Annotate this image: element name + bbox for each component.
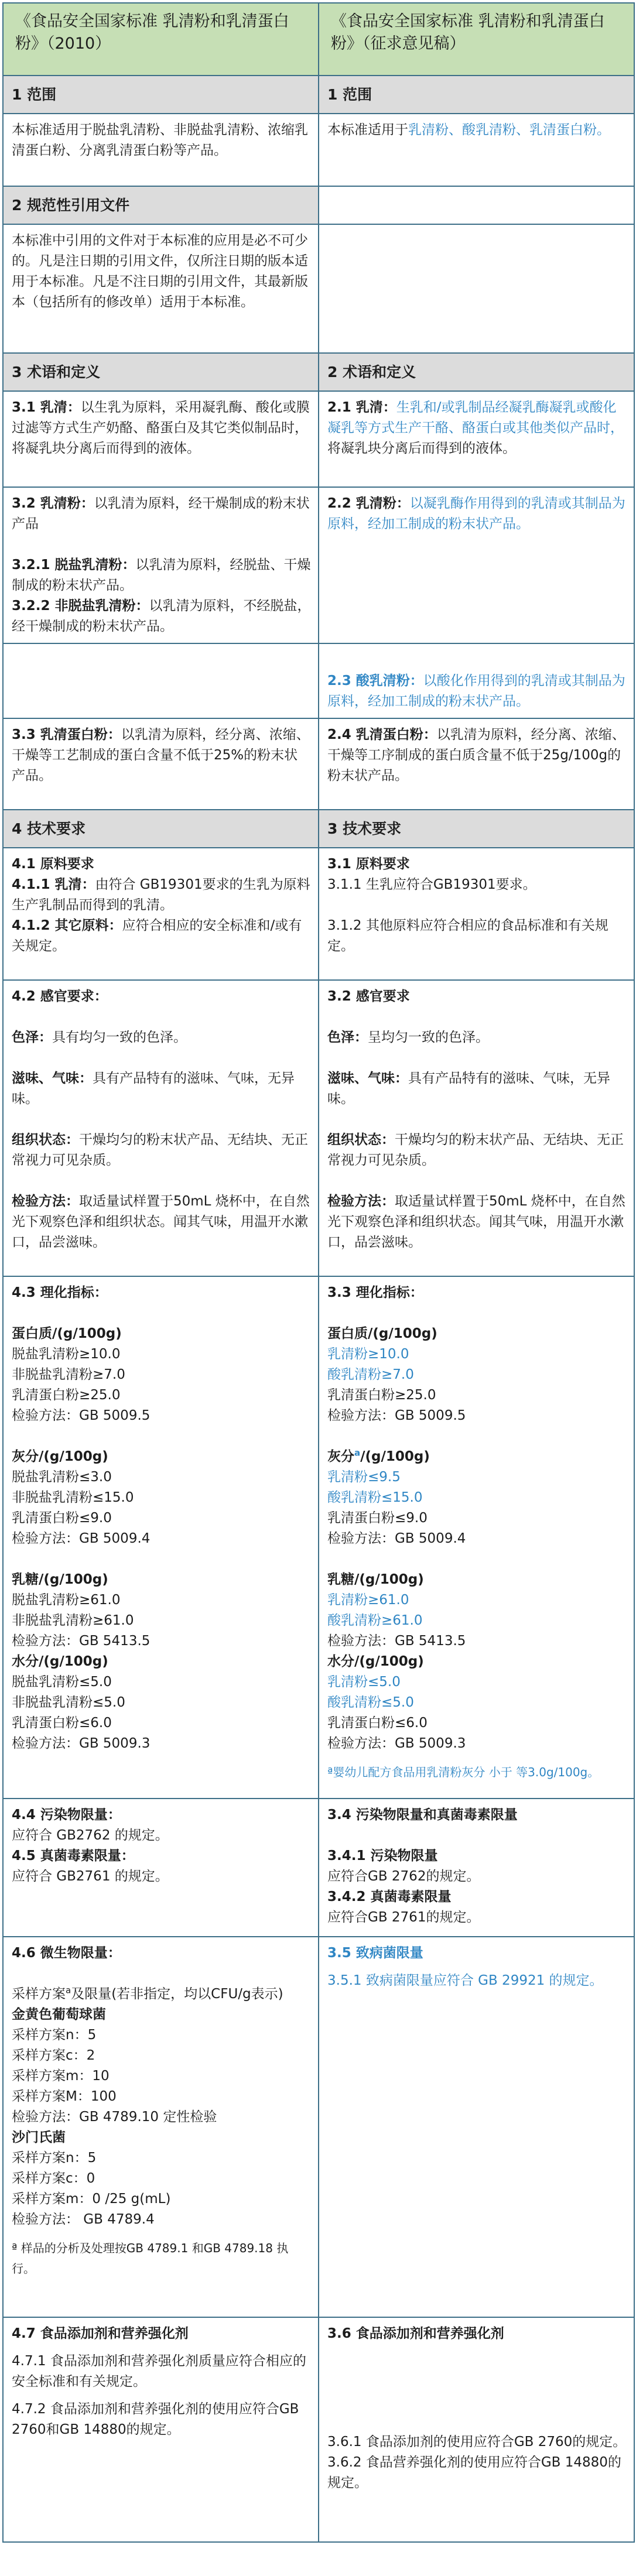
ash-item: 检验方法：GB 5009.4 [327,1531,466,1546]
spacer [12,1048,311,1068]
sensory-right [319,980,634,1276]
micro-right [319,1937,634,2317]
water-label: 水分/(g/100g) [327,1654,424,1669]
additive-361: 3.6.1 食品添加剂的使用应符合GB 2760的规定。 [327,2434,627,2450]
sampling-b: 及限量(若非指定，均以CFU/g表示) [71,1986,283,2002]
sensory-left-color [12,1027,311,1048]
spacer [327,1048,627,1068]
ash-label [327,1447,627,1467]
salm-item: 检验方法： GB 4789.4 [12,2212,155,2227]
method-text: 取适量试样置于50mL 烧杯中，在自然光下观察色泽和组织状态。闻其气味，用温开水漱口，品尝滋味。 [12,1194,310,1250]
ash-item: 乳清蛋白粉≤9.0 [327,1510,428,1526]
micro-left-title: 4.6 微生物限量： [12,1945,121,1961]
micro-row [3,1937,634,2317]
protein-item: 乳清蛋白粉≥25.0 [12,1388,121,1403]
ash-label-text: 灰分 [327,1449,354,1464]
protein-item: 检验方法：GB 5009.5 [12,1408,151,1423]
water-label: 水分/(g/100g) [12,1654,108,1669]
sensory-row [3,980,634,1276]
term-32-text: 以乳清为原料，经干燥制成的粉末状产品 [12,496,310,532]
contam-left-t1: 4.4 污染物限量： [12,1807,121,1823]
term-whey-right-num: 2.1 乳清： [327,400,396,415]
term-acidwhey-left-empty [3,643,319,718]
micro-footnote: ª 样品的分析及处理按GB 4789.1 和GB 4789.18 执行。 [12,2241,289,2276]
method-label: 检验方法： [327,1194,395,1209]
method-label: 检验方法： [12,1194,79,1209]
scope-right-blue: 乳清粉、酸乳清粉、乳清蛋白粉。 [408,122,610,138]
ash-footnote-mark: a [354,1447,361,1458]
staph-item: 采样方案c：2 [12,2048,95,2063]
terms-protein-row [3,718,634,810]
org-text: 干燥均匀的粉末状产品、无结块、无正常视力可见杂质。 [327,1132,624,1168]
term-whey-right-blue: 生乳和/或乳制品经凝乳酶凝乳或酸化凝乳等方式生产干酪、酪蛋白或其他类似产品时， [327,400,624,436]
tech-title-left: 4 技术要求 [3,810,319,848]
spacer [12,1303,311,1324]
additive-right [319,2317,634,2542]
terms-title-left: 3 术语和定义 [3,353,319,391]
tech-title-right: 3 技术要求 [319,810,634,848]
term-321-num: 3.2.1 脱盐乳清粉： [12,557,136,573]
tech-title-row [3,810,634,848]
color-label: 色泽： [12,1030,52,1045]
req-411-num: 4.1.1 乳清： [12,877,95,892]
spacer [327,1964,627,1971]
term-24-text: 以乳清为原料，经分离、浓缩、干燥等工序制成的蛋白质含量不低于25g/100g的粉末状产品。 [327,727,625,783]
contam-right-title: 3.4 污染物限量和真菌毒素限量 [327,1807,518,1823]
refs-text-right-empty [319,224,634,353]
term-protein-right [319,718,634,810]
req-311: 3.1.1 生乳应符合GB19301要求。 [327,877,536,892]
term-protein-left [3,718,319,810]
phys-left [3,1276,319,1799]
additive-472: 4.7.2 食品添加剂和营养强化剂的使用应符合GB 2760和GB 14880的规定。 [12,2402,299,2437]
sensory-right-color [327,1027,627,1048]
protein-item: 检验方法：GB 5009.5 [327,1408,466,1423]
spacer [12,1171,311,1191]
term-33-num: 3.3 乳清蛋白粉： [12,727,121,742]
spacer [12,1426,311,1447]
protein-item: 脱盐乳清粉≥10.0 [12,1347,121,1362]
protein-item: 酸乳清粉≥7.0 [327,1367,414,1382]
scope-right-prefix: 本标准适用于 [327,122,408,138]
spacer [12,2230,311,2238]
color-text: 呈均匀一致的色泽。 [368,1030,489,1045]
term-whey-right [319,391,634,487]
contam-left [3,1799,319,1937]
contam-left-x2: 应符合 GB2761 的规定。 [12,1869,169,1884]
raw-material-right [319,848,634,980]
refs-title-row [3,186,634,224]
water-item: 非脱盐乳清粉≤5.0 [12,1695,125,1710]
spacer [12,2344,311,2351]
sensory-right-org [327,1130,627,1171]
additive-362: 3.6.2 食品营养强化剂的使用应符合GB 14880的规定。 [327,2455,621,2491]
protein-label: 蛋白质/(g/100g) [12,1326,122,1341]
water-item: 乳清蛋白粉≤6.0 [12,1715,112,1731]
sampling-sup: a [66,1985,71,1996]
phys-left-title: 4.3 理化指标： [12,1285,108,1300]
terms-whey-row [3,391,634,487]
protein-item: 乳清粉≥10.0 [327,1347,409,1362]
water-item: 检验方法：GB 5009.3 [327,1736,466,1751]
sensory-right-method [327,1191,627,1253]
req-411-text: 由符合 GB19301要求的生乳为原料生产乳制品而得到的乳清。 [12,877,310,913]
raw-material-left [3,848,319,980]
taste-text: 具有产品特有的滋味、气味，无异味。 [327,1071,610,1107]
refs-title-right-empty [319,186,634,224]
refs-title-left: 2 规范性引用文件 [3,186,319,224]
term-22-num: 2.2 乳清粉： [327,496,410,511]
raw-material-row [3,848,634,980]
terms-acidwhey-row [3,643,634,718]
scope-body-row [3,114,634,186]
water-item: 酸乳清粉≤5.0 [327,1695,414,1710]
salm-item: 采样方案m：0 /25 g(mL) [12,2191,171,2207]
refs-text-left: 本标准中引用的文件对于本标准的应用是必不可少的。凡是注日期的引用文件，仅所注日期的版本适用于本标准。凡是不注日期的引用文件，其最新版本（包括所有的修改单）适用于本标准。 [3,224,319,353]
contam-right-t2: 3.4.2 真菌毒素限量 [327,1889,452,1904]
salm-label: 沙门氏菌 [12,2130,66,2145]
salm-item: 采样方案n：5 [12,2150,97,2166]
contam-row [3,1799,634,1937]
staph-label: 金黄色葡萄球菌 [12,2007,106,2022]
refs-body-row [3,224,634,353]
term-322-num: 3.2.2 非脱盐乳清粉： [12,598,149,614]
phys-right [319,1276,634,1799]
lactose-item: 检验方法：GB 5413.5 [327,1633,466,1649]
req-412-num: 4.1.2 其它原料： [12,918,122,933]
spacer [12,1549,311,1570]
term-23-blue: 以酸化作用得到的乳清或其制品为原料，经加工制成的粉末状产品。 [327,673,625,709]
header-left: 《食品安全国家标准 乳清粉和乳清蛋白粉》（2010） [3,3,319,76]
water-item: 乳清蛋白粉≤6.0 [327,1715,428,1731]
term-wheypowder-right [319,487,634,643]
method-text: 取适量试样置于50mL 烧杯中，在自然光下观察色泽和组织状态。闻其气味，用温开水漱口，品尝滋味。 [327,1194,625,1250]
scope-title-left: 1 范围 [3,76,319,114]
staph-item: 采样方案m：10 [12,2068,110,2084]
additive-right-title: 3.6 食品添加剂和营养强化剂 [327,2326,504,2341]
water-item: 乳清粉≤5.0 [327,1674,401,1690]
ash-item: 乳清粉≤9.5 [327,1469,401,1485]
req-412-text: 应符合相应的安全标准和/或有关规定。 [12,918,302,954]
contam-right-x1: 应符合GB 2762的规定。 [327,1869,480,1884]
micro-right-text: 3.5.1 致病菌限量应符合 GB 29921 的规定。 [327,1973,603,1988]
spacer [327,1171,627,1191]
protein-label: 蛋白质/(g/100g) [327,1326,437,1341]
color-label: 色泽： [327,1030,368,1045]
spacer [12,1964,311,1984]
term-33-text: 以乳清为原料，经分离、浓缩、干燥等工艺制成的蛋白含量不低于25%的粉末状产品。 [12,727,310,783]
spacer [12,1109,311,1130]
phys-row [3,1276,634,1799]
term-24-num: 2.4 乳清蛋白粉： [327,727,437,742]
staph-item: 检验方法：GB 4789.10 定性检验 [12,2109,217,2125]
protein-item: 非脱盐乳清粉≥7.0 [12,1367,125,1382]
term-whey-left-num: 3.1 乳清： [12,400,81,415]
header-row [3,3,634,76]
req-411 [12,875,311,916]
sensory-right-title: 3.2 感官要求 [327,989,410,1004]
term-whey-left [3,391,319,487]
sensory-left-org [12,1130,311,1171]
org-text: 干燥均匀的粉末状产品、无结块、无正常视力可见杂质。 [12,1132,308,1168]
sensory-left-title: 4.2 感官要求： [12,989,108,1004]
term-wheypowder-left [3,487,319,643]
term-32-num: 3.2 乳清粉： [12,496,94,511]
micro-left [3,1937,319,2317]
req-31: 3.1 原料要求 [327,857,410,872]
spacer [327,1109,627,1130]
staph-item: 采样方案M：100 [12,2089,117,2104]
lactose-item: 酸乳清粉≥61.0 [327,1613,423,1628]
sensory-right-taste [327,1068,627,1109]
ash-item: 乳清蛋白粉≤9.0 [12,1510,112,1526]
contam-right-x2: 应符合GB 2761的规定。 [327,1910,480,1925]
spacer [327,1754,627,1762]
term-321-text: 以乳清为原料，经脱盐、干燥制成的粉末状产品。 [12,557,311,593]
term-23-num: 2.3 酸乳清粉： [327,673,423,688]
spacer [327,1549,627,1570]
org-label: 组织状态： [12,1132,79,1147]
sampling-plan [12,1984,311,2005]
spacer [327,1303,627,1324]
lactose-item: 非脱盐乳清粉≥61.0 [12,1613,134,1628]
spacer [327,895,627,916]
spacer [327,1825,627,1846]
term-22-blue: 以凝乳酶作用得到的乳清或其制品为原料，经加工制成的粉末状产品。 [327,496,625,532]
ash-label: 灰分/(g/100g) [12,1449,108,1464]
ash-item: 非脱盐乳清粉≤15.0 [12,1490,134,1505]
contam-right-t1: 3.4.1 污染物限量 [327,1848,438,1864]
ash-item: 检验方法：GB 5009.4 [12,1531,151,1546]
comparison-table [2,2,635,2543]
sensory-left-taste [12,1068,311,1109]
term-whey-left-text: 以生乳为原料，采用凝乳酶、酸化或膜过滤等方式生产奶酪、酪蛋白及其它类似制品时，将凝乳块分离后而得到的液体。 [12,400,310,456]
taste-label: 滋味、气味： [12,1071,93,1086]
additive-471: 4.7.1 食品添加剂和营养强化剂质量应符合相应的安全标准和有关规定。 [12,2354,306,2389]
phys-right-title: 3.3 理化指标： [327,1285,423,1300]
spacer [327,2344,627,2432]
lactose-item: 乳清粉≥61.0 [327,1592,409,1608]
header-right: 《食品安全国家标准 乳清粉和乳清蛋白粉》（征求意见稿） [319,3,634,76]
micro-right-title: 3.5 致病菌限量 [327,1945,423,1961]
comparison-document [0,2,636,2576]
lactose-label: 乳糖/(g/100g) [327,1572,424,1587]
sensory-left [3,980,319,1276]
terms-title-right: 2 术语和定义 [319,353,634,391]
terms-title-row [3,353,634,391]
additive-left [3,2317,319,2542]
spacer [327,1007,627,1027]
org-label: 组织状态： [327,1132,395,1147]
scope-text-right [319,114,634,186]
req-412 [12,916,311,957]
terms-wheypowder-row [3,487,634,643]
term-32-left [12,494,311,535]
term-322-text: 以乳清为原料，不经脱盐，经干燥制成的粉末状产品。 [12,598,311,634]
contam-right [319,1799,634,1937]
sampling-a: 采样方案 [12,1986,66,2002]
sensory-left-method [12,1191,311,1253]
scope-text-left: 本标准适用于脱盐乳清粉、非脱盐乳清粉、浓缩乳清蛋白粉、分离乳清蛋白粉等产品。 [3,114,319,186]
water-item: 检验方法：GB 5009.3 [12,1736,151,1751]
ash-item: 酸乳清粉≤15.0 [327,1490,423,1505]
req-312: 3.1.2 其他原料应符合相应的食品标准和有关规定。 [327,918,608,954]
taste-text: 具有产品特有的滋味、气味，无异味。 [12,1071,295,1107]
water-item: 脱盐乳清粉≤5.0 [12,1674,112,1690]
spacer [12,2392,311,2399]
scope-title-row [3,76,634,114]
req-41: 4.1 原料要求 [12,857,94,872]
protein-item: 乳清蛋白粉≥25.0 [327,1388,436,1403]
ash-footnote: ª婴幼儿配方食品用乳清粉灰分 小于 等3.0g/100g。 [327,1765,600,1779]
color-text: 具有均匀一致的色泽。 [52,1030,187,1045]
additive-left-title: 4.7 食品添加剂和营养强化剂 [12,2326,189,2341]
spacer [12,1007,311,1027]
ash-item: 脱盐乳清粉≤3.0 [12,1469,112,1485]
term-322-left [12,596,311,637]
spacer [327,1426,627,1447]
spacer [12,535,311,555]
additive-row [3,2317,634,2542]
lactose-item: 检验方法：GB 5413.5 [12,1633,151,1649]
contam-left-t2: 4.5 真菌毒素限量： [12,1848,135,1864]
lactose-item: 脱盐乳清粉≥61.0 [12,1592,121,1608]
salm-item: 采样方案c：0 [12,2171,95,2186]
ash-label-unit: /(g/100g) [360,1449,430,1464]
lactose-label: 乳糖/(g/100g) [12,1572,108,1587]
term-acidwhey-right [319,643,634,718]
taste-label: 滋味、气味： [327,1071,408,1086]
term-321-left [12,555,311,596]
contam-left-x1: 应符合 GB2762 的规定。 [12,1828,169,1843]
term-whey-right-rest: 将凝乳块分离后而得到的液体。 [327,441,516,456]
scope-title-right: 1 范围 [319,76,634,114]
staph-item: 采样方案n：5 [12,2027,97,2043]
